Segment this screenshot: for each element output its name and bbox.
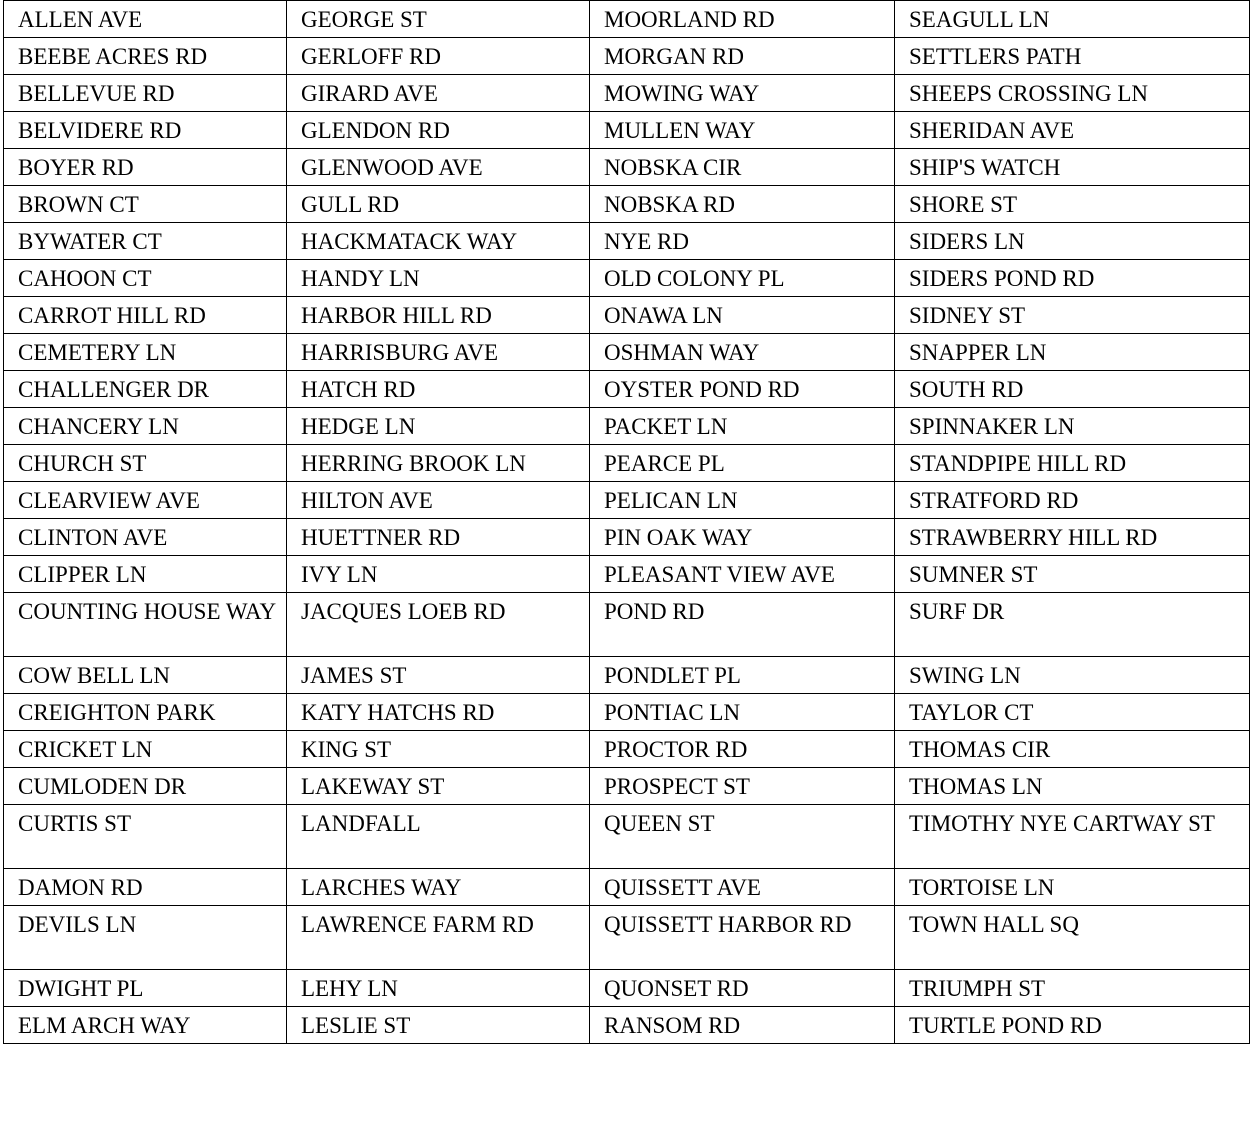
street-name-cell: HACKMATACK WAY <box>287 223 590 260</box>
street-name-cell: NYE RD <box>590 223 895 260</box>
table-row <box>4 260 1250 297</box>
table-row <box>4 112 1250 149</box>
table-row <box>4 186 1250 223</box>
street-name-cell: TRIUMPH ST <box>895 970 1250 1007</box>
street-name-cell: COW BELL LN <box>4 657 287 694</box>
street-name-cell: THOMAS CIR <box>895 731 1250 768</box>
street-name-cell: SHIP'S WATCH <box>895 149 1250 186</box>
table-row <box>4 334 1250 371</box>
street-name-cell: CRICKET LN <box>4 731 287 768</box>
street-name-cell: HATCH RD <box>287 371 590 408</box>
street-name-cell: JACQUES LOEB RD <box>287 593 590 657</box>
street-name-cell: HERRING BROOK LN <box>287 445 590 482</box>
street-name-cell: BOYER RD <box>4 149 287 186</box>
street-name-cell: OSHMAN WAY <box>590 334 895 371</box>
street-name-cell: LESLIE ST <box>287 1007 590 1044</box>
street-name-cell: CURTIS ST <box>4 805 287 869</box>
street-name-cell: SIDERS POND RD <box>895 260 1250 297</box>
street-name-cell: CHANCERY LN <box>4 408 287 445</box>
street-name-cell: BELVIDERE RD <box>4 112 287 149</box>
street-name-cell: TURTLE POND RD <box>895 1007 1250 1044</box>
street-name-cell: GEORGE ST <box>287 1 590 38</box>
street-name-cell: DEVILS LN <box>4 906 287 970</box>
street-name-cell: OYSTER POND RD <box>590 371 895 408</box>
street-name-cell: ELM ARCH WAY <box>4 1007 287 1044</box>
street-name-cell: SEAGULL LN <box>895 1 1250 38</box>
street-name-cell: COUNTING HOUSE WAY <box>4 593 287 657</box>
street-name-cell: CAHOON CT <box>4 260 287 297</box>
table-row <box>4 657 1250 694</box>
street-name-cell: HANDY LN <box>287 260 590 297</box>
table-row <box>4 38 1250 75</box>
street-name-cell: SWING LN <box>895 657 1250 694</box>
street-name-cell: MOORLAND RD <box>590 1 895 38</box>
street-name-cell: CREIGHTON PARK <box>4 694 287 731</box>
table-row <box>4 906 1250 970</box>
street-name-cell: SETTLERS PATH <box>895 38 1250 75</box>
street-name-cell: LAWRENCE FARM RD <box>287 906 590 970</box>
table-row <box>4 223 1250 260</box>
street-name-cell: BELLEVUE RD <box>4 75 287 112</box>
street-name-cell: TOWN HALL SQ <box>895 906 1250 970</box>
street-name-cell: PONTIAC LN <box>590 694 895 731</box>
street-name-cell: TAYLOR CT <box>895 694 1250 731</box>
street-name-cell: BROWN CT <box>4 186 287 223</box>
street-name-cell: CUMLODEN DR <box>4 768 287 805</box>
street-name-cell: MOWING WAY <box>590 75 895 112</box>
street-name-cell: SURF DR <box>895 593 1250 657</box>
table-row <box>4 75 1250 112</box>
street-name-cell: HARBOR HILL RD <box>287 297 590 334</box>
street-name-cell: SHEEPS CROSSING LN <box>895 75 1250 112</box>
street-name-cell: QUEEN ST <box>590 805 895 869</box>
street-table-body <box>4 1 1250 1044</box>
street-name-cell: PEARCE PL <box>590 445 895 482</box>
street-name-cell: STANDPIPE HILL RD <box>895 445 1250 482</box>
street-name-cell: CLINTON AVE <box>4 519 287 556</box>
table-row <box>4 970 1250 1007</box>
street-name-cell: SHORE ST <box>895 186 1250 223</box>
street-name-cell: PACKET LN <box>590 408 895 445</box>
street-name-cell: PLEASANT VIEW AVE <box>590 556 895 593</box>
street-name-cell: QUISSETT AVE <box>590 869 895 906</box>
table-row <box>4 149 1250 186</box>
table-row <box>4 869 1250 906</box>
street-name-cell: LARCHES WAY <box>287 869 590 906</box>
street-name-cell: DAMON RD <box>4 869 287 906</box>
table-row <box>4 482 1250 519</box>
street-name-cell: KING ST <box>287 731 590 768</box>
table-row <box>4 408 1250 445</box>
street-name-cell: LANDFALL <box>287 805 590 869</box>
table-row <box>4 593 1250 657</box>
street-name-cell: IVY LN <box>287 556 590 593</box>
table-row <box>4 1 1250 38</box>
table-row <box>4 768 1250 805</box>
street-name-cell: GLENDON RD <box>287 112 590 149</box>
street-name-cell: NOBSKA CIR <box>590 149 895 186</box>
street-name-cell: PROSPECT ST <box>590 768 895 805</box>
table-row <box>4 445 1250 482</box>
street-name-cell: SIDNEY ST <box>895 297 1250 334</box>
street-name-cell: BYWATER CT <box>4 223 287 260</box>
street-name-cell: PELICAN LN <box>590 482 895 519</box>
table-row <box>4 556 1250 593</box>
street-name-cell: HUETTNER RD <box>287 519 590 556</box>
street-name-cell: SPINNAKER LN <box>895 408 1250 445</box>
street-name-cell: PIN OAK WAY <box>590 519 895 556</box>
table-row <box>4 1007 1250 1044</box>
street-name-cell: HARRISBURG AVE <box>287 334 590 371</box>
street-name-cell: CHURCH ST <box>4 445 287 482</box>
table-row <box>4 519 1250 556</box>
street-name-cell: CEMETERY LN <box>4 334 287 371</box>
street-name-cell: OLD COLONY PL <box>590 260 895 297</box>
street-name-cell: CLEARVIEW AVE <box>4 482 287 519</box>
street-name-cell: ONAWA LN <box>590 297 895 334</box>
street-name-cell: SOUTH RD <box>895 371 1250 408</box>
street-name-cell: CHALLENGER DR <box>4 371 287 408</box>
street-name-cell: GERLOFF RD <box>287 38 590 75</box>
street-name-cell: PROCTOR RD <box>590 731 895 768</box>
street-name-cell: MORGAN RD <box>590 38 895 75</box>
street-name-cell: HILTON AVE <box>287 482 590 519</box>
street-name-cell: LAKEWAY ST <box>287 768 590 805</box>
street-name-cell: TORTOISE LN <box>895 869 1250 906</box>
table-row <box>4 694 1250 731</box>
street-name-cell: QUISSETT HARBOR RD <box>590 906 895 970</box>
table-row <box>4 731 1250 768</box>
street-name-cell: MULLEN WAY <box>590 112 895 149</box>
street-name-cell: PONDLET PL <box>590 657 895 694</box>
street-name-cell: JAMES ST <box>287 657 590 694</box>
street-name-cell: LEHY LN <box>287 970 590 1007</box>
street-name-cell: KATY HATCHS RD <box>287 694 590 731</box>
street-name-cell: DWIGHT PL <box>4 970 287 1007</box>
street-name-cell: GIRARD AVE <box>287 75 590 112</box>
street-name-cell: THOMAS LN <box>895 768 1250 805</box>
street-name-cell: ALLEN AVE <box>4 1 287 38</box>
table-row <box>4 297 1250 334</box>
street-name-cell: HEDGE LN <box>287 408 590 445</box>
street-name-cell: STRAWBERRY HILL RD <box>895 519 1250 556</box>
street-name-cell: TIMOTHY NYE CARTWAY ST <box>895 805 1250 869</box>
table-row <box>4 371 1250 408</box>
street-name-cell: CLIPPER LN <box>4 556 287 593</box>
street-name-cell: QUONSET RD <box>590 970 895 1007</box>
street-name-cell: SHERIDAN AVE <box>895 112 1250 149</box>
table-row <box>4 805 1250 869</box>
street-name-cell: SNAPPER LN <box>895 334 1250 371</box>
street-name-cell: GULL RD <box>287 186 590 223</box>
street-name-cell: RANSOM RD <box>590 1007 895 1044</box>
street-name-cell: NOBSKA RD <box>590 186 895 223</box>
street-name-cell: STRATFORD RD <box>895 482 1250 519</box>
street-name-cell: GLENWOOD AVE <box>287 149 590 186</box>
street-name-cell: POND RD <box>590 593 895 657</box>
street-name-cell: SUMNER ST <box>895 556 1250 593</box>
street-name-cell: CARROT HILL RD <box>4 297 287 334</box>
street-name-cell: SIDERS LN <box>895 223 1250 260</box>
street-name-table <box>3 0 1250 1044</box>
street-name-cell: BEEBE ACRES RD <box>4 38 287 75</box>
